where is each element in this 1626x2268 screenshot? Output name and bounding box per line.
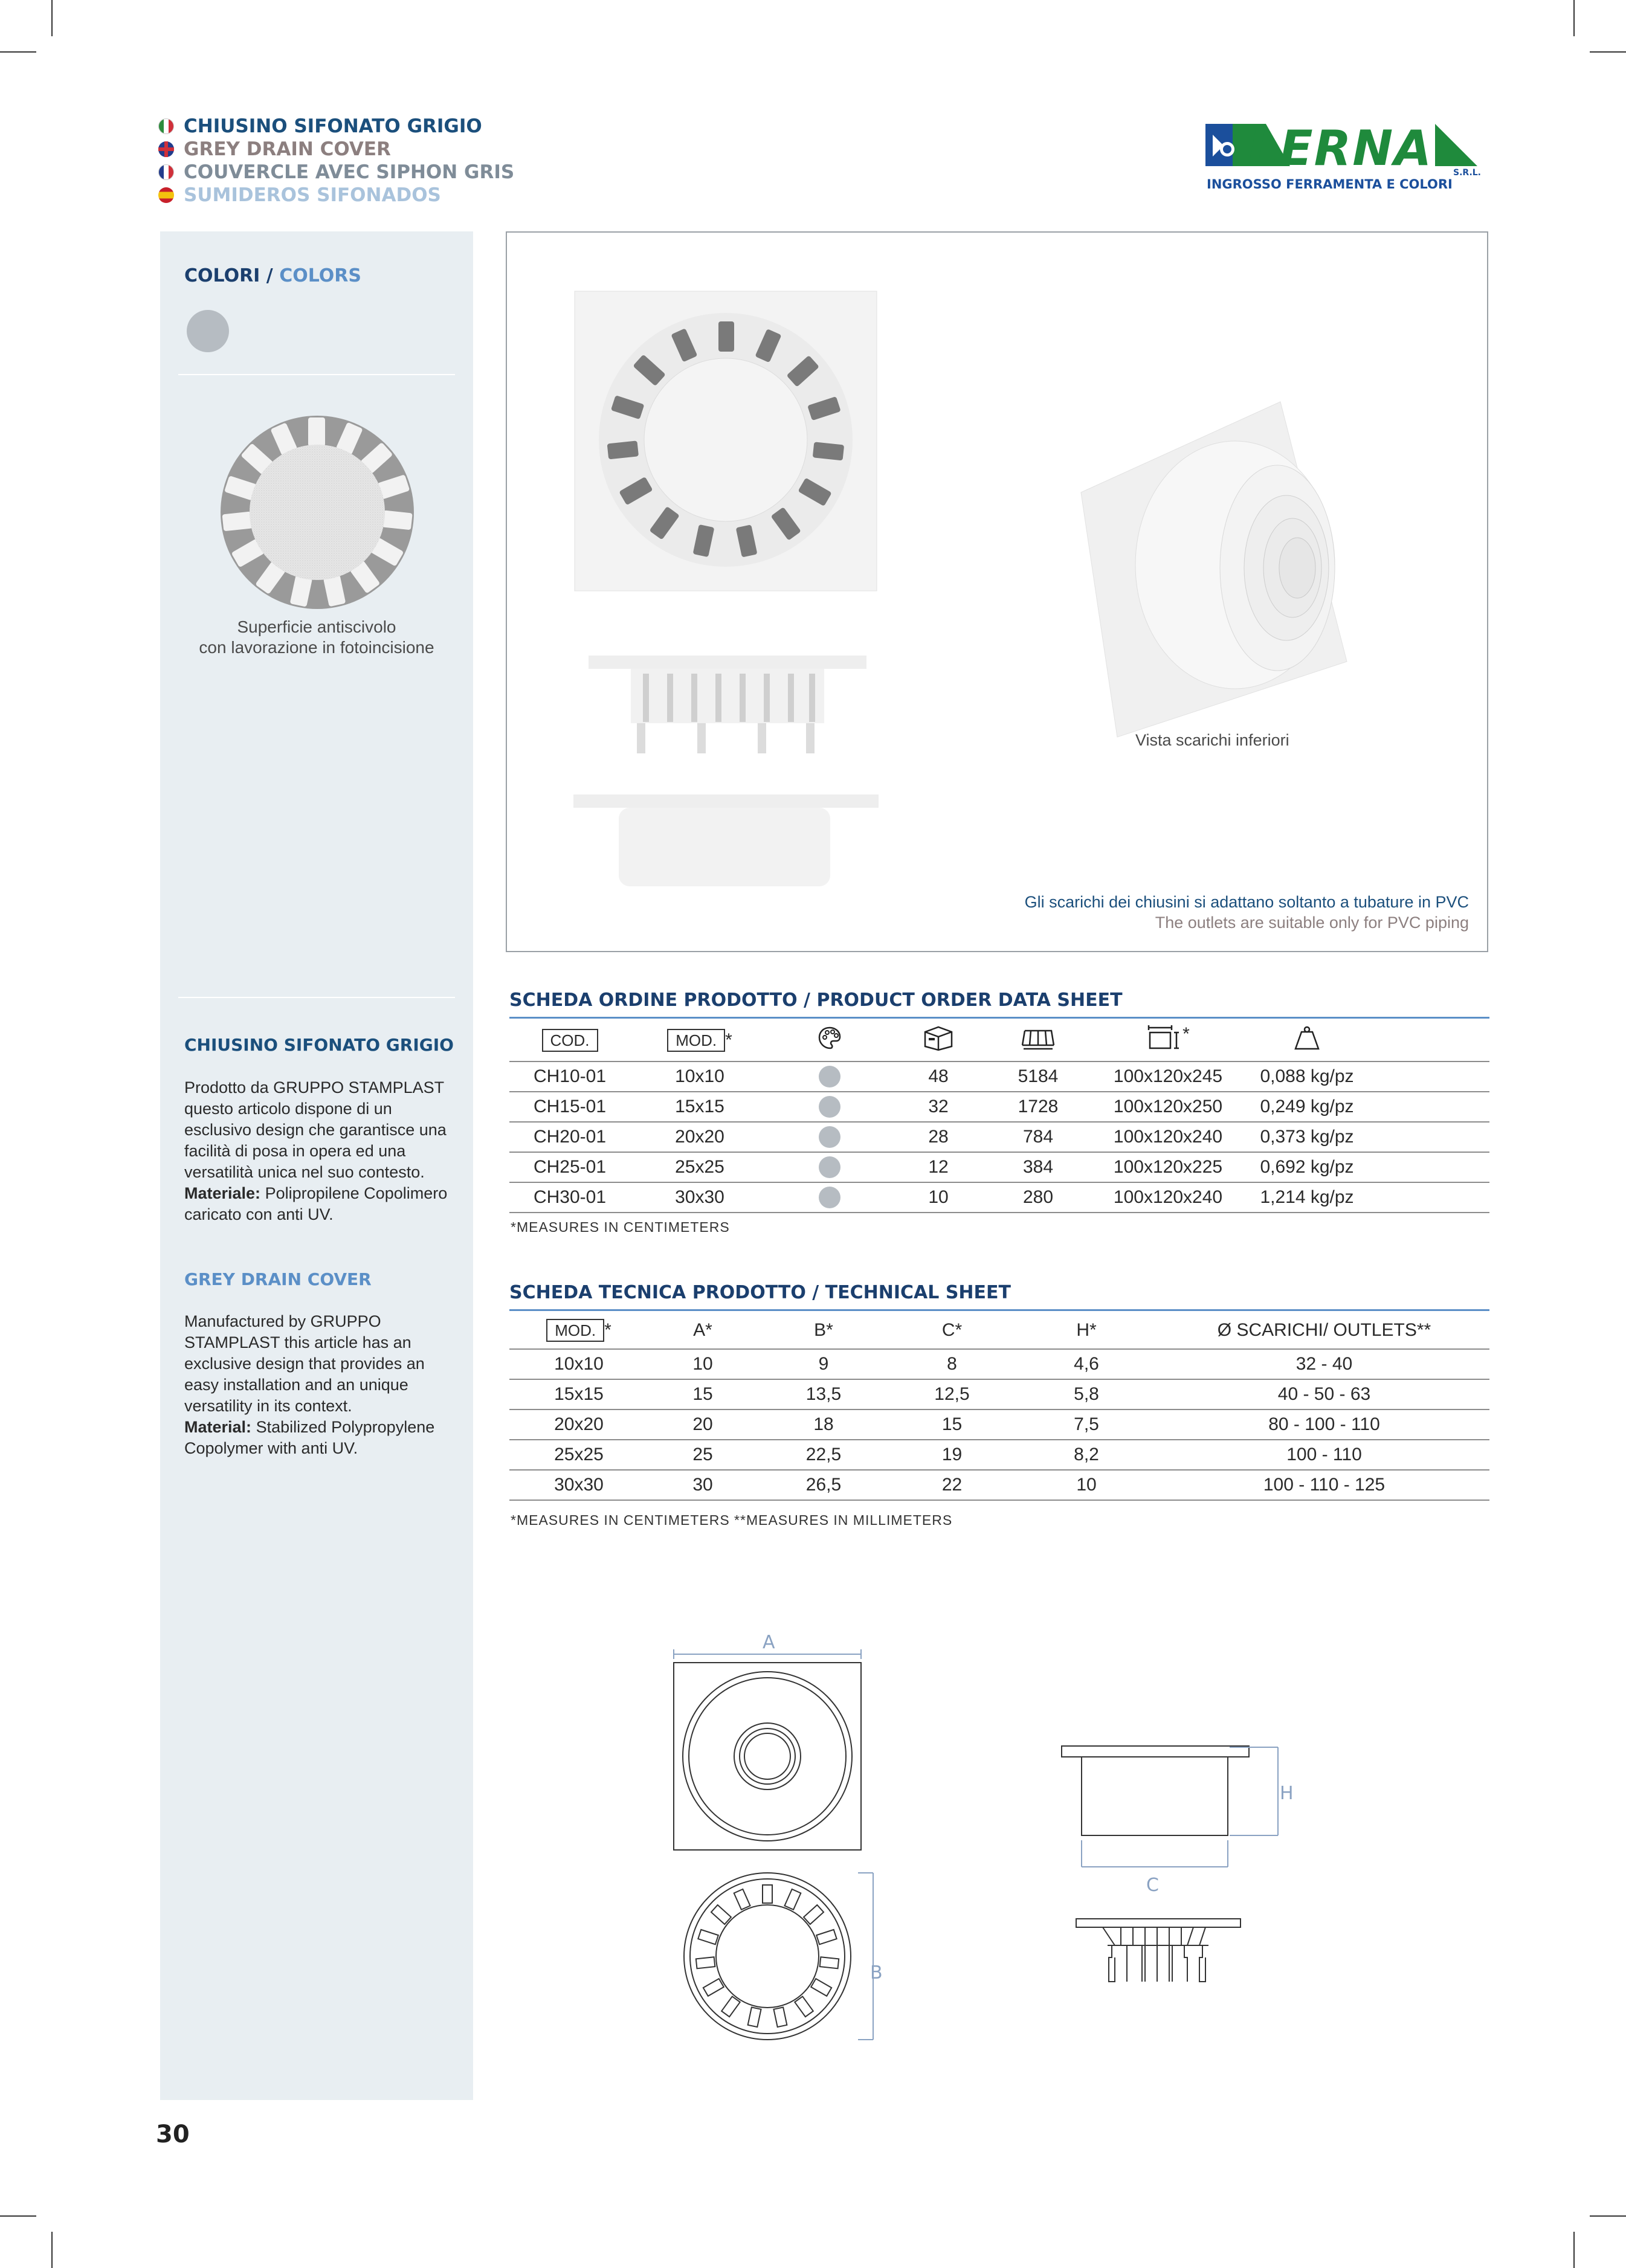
crop-mark [1573,2232,1575,2268]
header-cod: COD. [509,1019,630,1062]
table-row: CH15-01 15x15 32 1728 100x120x250 0,249 kg/pz [509,1092,1489,1122]
grey-color-swatch [187,310,229,352]
surface-caption: Superficie antiscivolo con lavorazione in fotoincisione [199,617,434,657]
color-dot [769,1062,890,1092]
spain-flag-icon [158,187,174,203]
crop-mark [51,0,53,36]
color-dot [769,1092,890,1122]
table-row: CH30-01 30x30 10 280 100x120x240 1,214 kg/pz [509,1182,1489,1213]
order-data-table [509,1019,1489,1213]
top-view-image [573,290,879,592]
dimensions-icon: * [1089,1019,1247,1062]
sidebar [160,231,473,2100]
title-en: GREY DRAIN COVER [158,138,514,161]
body-side-view-image [573,794,879,891]
table-row: CH25-01 25x25 12 384 100x120x225 0,692 kg/pz [509,1152,1489,1182]
svg-text:H: H [1280,1783,1294,1804]
table-row: 20x20 20 18 15 7,5 80 - 100 - 110 [509,1409,1489,1440]
tech-sheet-rule [509,1309,1489,1311]
svg-text:A: A [763,1632,775,1653]
color-dot [769,1122,890,1152]
title-es: SUMIDEROS SIFONADOS [158,184,514,207]
table-header-row: MOD. * A* B* C* H* Ø SCARICHI/ OUTLETS** [509,1312,1489,1349]
order-footnote: *MEASURES IN CENTIMETERS [511,1219,730,1235]
crop-mark [51,2232,53,2268]
it-description: Prodotto da GRUPPO STAMPLAST questo articolo dispone di un esclusivo design che garantisce una facilità di posa in opera ed una versatilità unica nel suo contesto. Materiale: Polipropilene Copolimero caricato con anti UV. [184,1078,448,1223]
header-mod: MOD. * [509,1312,648,1349]
table-header-row [509,1019,1489,1062]
header-mod: MOD. * [630,1019,769,1062]
divider [178,374,455,375]
en-description-heading: GREY DRAIN COVER [184,1269,372,1289]
crop-mark [0,51,36,53]
table-row: 30x30 30 26,5 22 10 100 - 110 - 125 [509,1470,1489,1500]
product-titles [158,115,514,207]
svg-text:S.R.L.: S.R.L. [1453,168,1481,178]
it-description-heading: CHIUSINO SIFONATO GRIGIO [184,1035,454,1055]
side-view-drawing [1054,1740,1296,2006]
svg-text:LERNA: LERNA [1248,120,1433,176]
weight-icon [1247,1019,1367,1062]
svg-text:C: C [1146,1875,1159,1896]
italy-flag-icon [158,118,174,134]
order-sheet-rule [509,1017,1489,1019]
uk-flag-icon [158,141,174,157]
surface-closeup-image [218,413,417,612]
color-dot [769,1152,890,1182]
technical-table [509,1312,1489,1501]
svg-text:B: B [870,1962,883,1983]
france-flag-icon [158,164,174,180]
color-dot [769,1182,890,1213]
crop-mark [1573,0,1575,36]
box-icon [890,1019,987,1062]
top-view-drawing [665,1631,906,2066]
bottom-view-caption: Vista scarichi inferiori [1135,731,1289,749]
crop-mark [0,2215,36,2217]
palette-icon [769,1019,890,1062]
tech-sheet-title: SCHEDA TECNICA PRODOTTO / TECHNICAL SHEET [509,1282,1011,1303]
table-row: 10x10 10 9 8 4,6 32 - 40 [509,1349,1489,1379]
table-row: CH20-01 20x20 28 784 100x120x240 0,373 kg/pz [509,1122,1489,1152]
page-number: 30 [156,2121,190,2148]
crop-mark [1590,51,1626,53]
pallet-icon [987,1019,1089,1062]
colors-heading: COLORI / COLORS [184,265,361,286]
divider [178,997,455,998]
title-fr: COUVERCLE AVEC SIPHON GRIS [158,161,514,184]
title-it: CHIUSINO SIFONATO GRIGIO [158,115,514,138]
svg-text:INGROSSO FERRAMENTA E COLORI: INGROSSO FERRAMENTA E COLORI [1207,177,1453,192]
table-row: 25x25 25 22,5 19 8,2 100 - 110 [509,1440,1489,1470]
grate-side-view-image [589,656,866,764]
order-sheet-title: SCHEDA ORDINE PRODOTTO / PRODUCT ORDER DATA SHEET [509,990,1123,1011]
product-image-box [506,231,1488,952]
crop-mark [1590,2215,1626,2217]
table-row: CH10-01 10x10 48 5184 100x120x245 0,088 kg/pz [509,1062,1489,1092]
en-description: Manufactured by GRUPPO STAMPLAST this article has an exclusive design that provides an easy installation and an unique versatility in its context. Material: Stabilized Polypropylene Copolymer with anti UV. [184,1312,435,1457]
pvc-note-en: The outlets are suitable only for PVC piping [1155,913,1469,932]
company-logo [1205,118,1481,196]
bottom-view-image [1081,402,1359,740]
table-row: 15x15 15 13,5 12,5 5,8 40 - 50 - 63 [509,1379,1489,1409]
pvc-note-it: Gli scarichi dei chiusini si adattano soltanto a tubature in PVC [1024,893,1469,911]
tech-footnote: *MEASURES IN CENTIMETERS **MEASURES IN MILLIMETERS [511,1512,953,1528]
